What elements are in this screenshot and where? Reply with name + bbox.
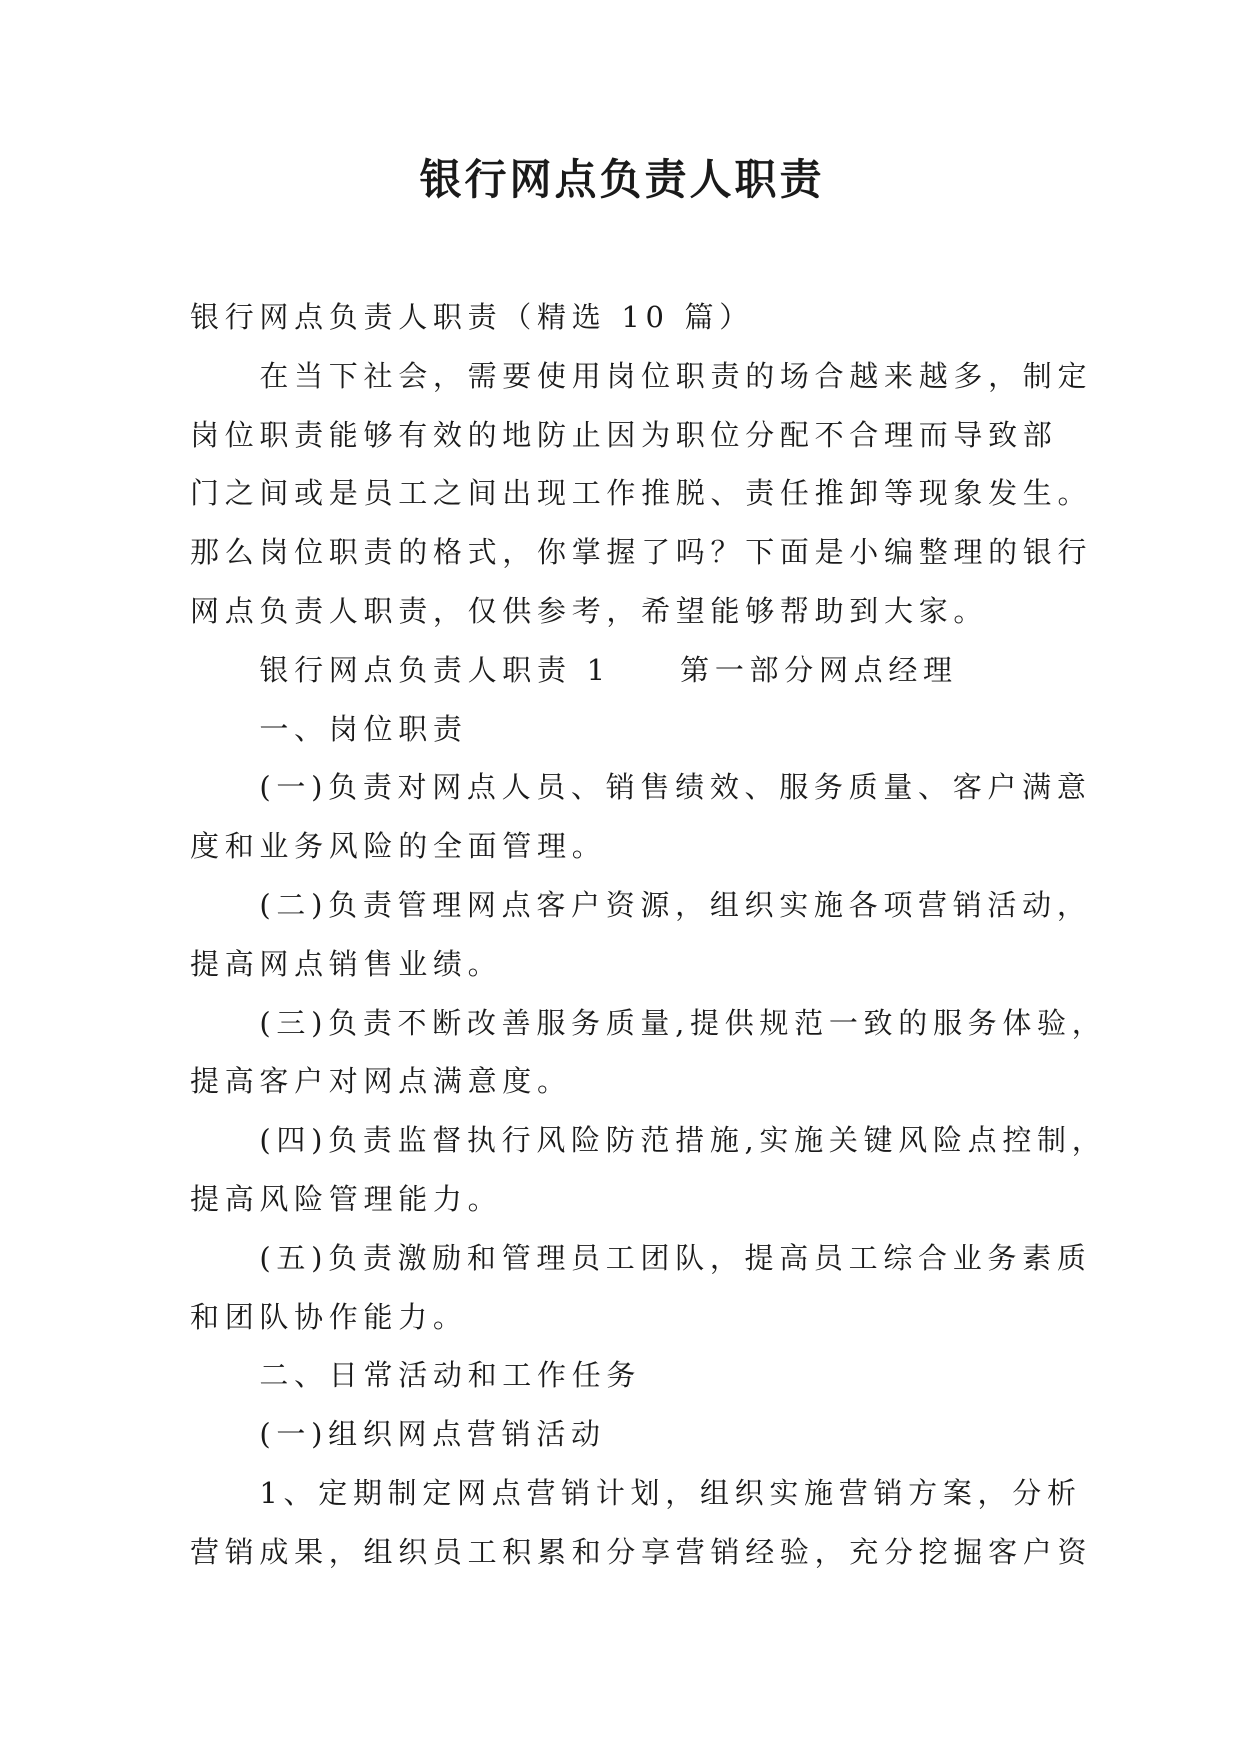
list-item xyxy=(190,1229,1150,1347)
subsection-heading xyxy=(190,700,1150,759)
intro-paragraph xyxy=(190,347,1150,641)
text-line: 在当下社会，需要使用岗位职责的场合越来越多，制定 xyxy=(259,358,1093,393)
text-line: 银行网点负责人职责 1 第一部分网点经理 xyxy=(259,652,958,687)
section-heading xyxy=(190,641,1150,700)
text-line: 提高网点销售业绩。 xyxy=(190,946,503,981)
document-title: 银行网点负责人职责 xyxy=(419,155,825,204)
text-line: 1、定期制定网点营销计划，组织实施营销方案，分析 xyxy=(259,1475,1082,1510)
document-body xyxy=(190,288,1150,1582)
text-line: (三)负责不断改善服务质量,提供规范一致的服务体验， xyxy=(259,1005,1107,1040)
text-line: 岗位职责能够有效的地防止因为职位分配不合理而导致部 xyxy=(190,417,1058,452)
text-line: 银行网点负责人职责（精选 10 篇） xyxy=(190,300,754,334)
text-line: (四)负责监督执行风险防范措施,实施关键风险点控制， xyxy=(259,1123,1107,1158)
list-item xyxy=(190,1464,1150,1582)
text-line: 营销成果，组织员工积累和分享营销经验，充分挖掘客户资 xyxy=(190,1534,1093,1569)
subsection-heading xyxy=(190,1346,1150,1405)
text-line: (一)组织网点营销活动 xyxy=(259,1417,606,1452)
text-line: 那么岗位职责的格式，你掌握了吗？下面是小编整理的银行 xyxy=(190,535,1093,570)
text-line: 一、岗位职责 xyxy=(259,711,468,746)
text-line: (二)负责管理网点客户资源，组织实施各项营销活动， xyxy=(259,887,1092,922)
subtitle-paragraph xyxy=(190,288,1150,347)
text-line: (五)负责激励和管理员工团队，提高员工综合业务素质 xyxy=(259,1240,1092,1275)
text-line: 二、日常活动和工作任务 xyxy=(259,1358,642,1393)
text-line: 和团队协作能力。 xyxy=(190,1299,468,1334)
text-line: (一)负责对网点人员、销售绩效、服务质量、客户满意 xyxy=(259,770,1092,805)
text-line: 门之间或是员工之间出现工作推脱、责任推卸等现象发生。 xyxy=(190,476,1093,511)
list-item xyxy=(190,1111,1150,1229)
text-line: 提高风险管理能力。 xyxy=(190,1181,503,1216)
text-line: 网点负责人职责，仅供参考，希望能够帮助到大家。 xyxy=(190,593,989,628)
text-line: 度和业务风险的全面管理。 xyxy=(190,829,607,864)
list-item xyxy=(190,876,1150,994)
text-line: 提高客户对网点满意度。 xyxy=(190,1064,572,1099)
list-heading xyxy=(190,1405,1150,1464)
list-item xyxy=(190,758,1150,876)
list-item xyxy=(190,994,1150,1112)
